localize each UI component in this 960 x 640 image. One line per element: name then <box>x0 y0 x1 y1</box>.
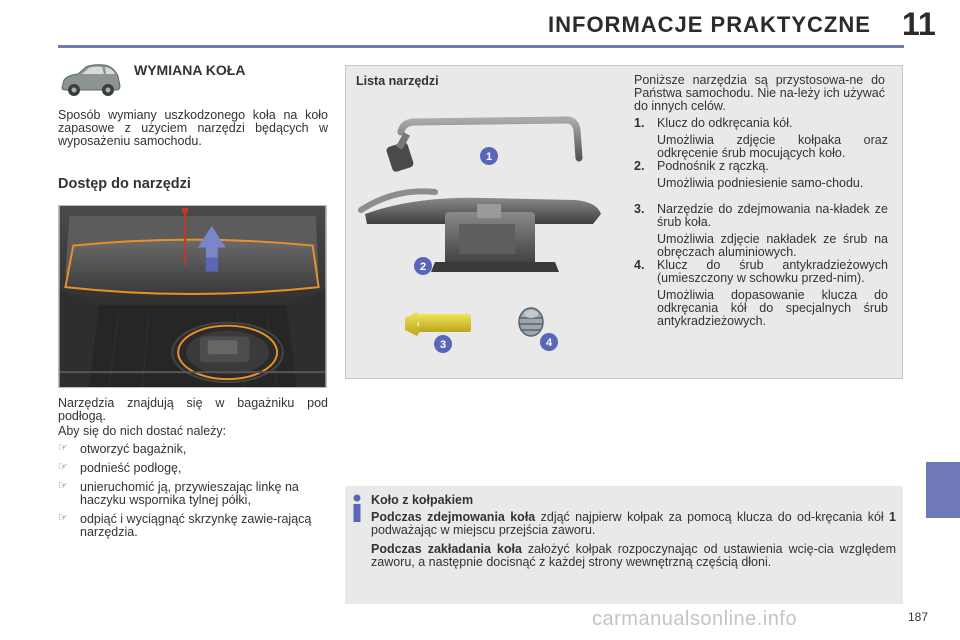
callout-number-4: 4 <box>545 337 553 349</box>
list-item <box>58 443 330 456</box>
step-text: unieruchomić ją, przywieszając linkę na haczyku wspornika tylnej półki, <box>80 480 299 507</box>
removal-instruction <box>371 511 896 537</box>
fitting-instruction <box>371 543 896 569</box>
tool-number: 4. <box>634 258 645 272</box>
header-rule <box>58 45 904 48</box>
callout-number-3: 3 <box>439 339 447 351</box>
tool-number: 2. <box>634 159 645 173</box>
callout-number-1: 1 <box>485 151 493 163</box>
tools-location: Narzędzia znajdują się w bagażniku pod podłogą. <box>58 396 328 423</box>
fitting-text: założyć kołpak rozpoczynając od ustawienia wcię-cia względem zaworu, a następnie docisnąć z każdej strony wewnętrzną częścią dłoni. <box>371 542 896 569</box>
step-text: podnieść podłogę, <box>80 461 182 475</box>
pointing-hand-icon: ☞ <box>58 480 68 492</box>
tool-number: 1. <box>634 116 645 130</box>
tool-description: Umożliwia zdjęcie kołpaka oraz odkręcenie śrub mocujących koło. <box>657 133 888 160</box>
pointing-hand-icon: ☞ <box>58 512 68 524</box>
tool-name: Podnośnik z rączką. <box>657 159 769 173</box>
info-icon <box>350 494 364 522</box>
chapter-title: INFORMACJE PRAKTYCZNE <box>548 12 871 37</box>
tools-illustration <box>355 92 620 372</box>
tools-intro: Poniższe narzędzia są przystosowa-ne do Państwa samochodu. Nie na-leży ich używać do innych celów. <box>634 73 885 113</box>
list-item <box>634 160 888 190</box>
tool-reference: 1 <box>889 510 896 524</box>
anti-theft-key-icon <box>519 308 543 336</box>
pointing-hand-icon: ☞ <box>58 442 68 454</box>
tool-description: Umożliwia zdjęcie nakładek ze śrub na obręczach aluminiowych. <box>657 232 888 259</box>
tool-description: Umożliwia podniesienie samo-chodu. <box>657 176 864 190</box>
tool-description: Umożliwia dopasowanie klucza do odkręcania kół do specjalnych śrub antykradzieżowych. <box>657 288 888 328</box>
wheel-wrench-icon <box>386 120 579 173</box>
tool-name: Narzędzie do zdejmowania na-kładek ze śrub koła. <box>657 202 888 229</box>
list-item <box>634 117 888 160</box>
steps-list <box>58 443 330 545</box>
tool-name: Klucz do odkręcania kół. <box>657 116 793 130</box>
removal-text: zdjąć najpierw kołpak za pomocą klucza do od-kręcania kół <box>535 510 890 524</box>
tool-name: Klucz do śrub antykradzieżowych (umieszczony w schowku przed-nim). <box>657 258 888 285</box>
section-intro: Sposób wymiany uszkodzonego koła na koło zapasowe z użyciem narzędzi będących w wyposażeniu samochodu. <box>58 108 328 148</box>
jack-icon <box>361 191 601 272</box>
chapter-tab <box>926 462 960 518</box>
chapter-number: 11 <box>902 6 936 42</box>
tool-number: 3. <box>634 202 645 216</box>
access-heading: Dostęp do narzędzi <box>58 176 191 192</box>
removal-text-end: podważając w miejscu przejścia zaworu. <box>371 523 596 537</box>
cap-removal-tool-icon <box>405 312 471 336</box>
pointing-hand-icon: ☞ <box>58 461 68 473</box>
trunk-photo <box>58 205 327 388</box>
list-item <box>58 462 330 475</box>
callout-number-2: 2 <box>419 261 427 273</box>
tools-heading: Lista narzędzi <box>356 74 439 88</box>
steps-intro: Aby się do nich dostać należy: <box>58 424 227 438</box>
list-item <box>634 259 888 328</box>
watermark: carmanualsonline.info <box>592 608 798 630</box>
section-title: WYMIANA KOŁA <box>134 62 246 78</box>
step-text: odpiąć i wyciągnąć skrzynkę zawie-rającą narzędzia. <box>80 512 312 539</box>
list-item <box>634 203 888 259</box>
car-icon <box>58 62 124 98</box>
step-text: otworzyć bagażnik, <box>80 442 187 456</box>
fitting-label: Podczas zakładania koła <box>371 542 522 556</box>
list-item <box>58 481 330 507</box>
list-item <box>58 513 330 539</box>
removal-label: Podczas zdejmowania koła <box>371 510 536 524</box>
info-title: Koło z kołpakiem <box>371 493 474 507</box>
page-number: 187 <box>908 610 929 624</box>
